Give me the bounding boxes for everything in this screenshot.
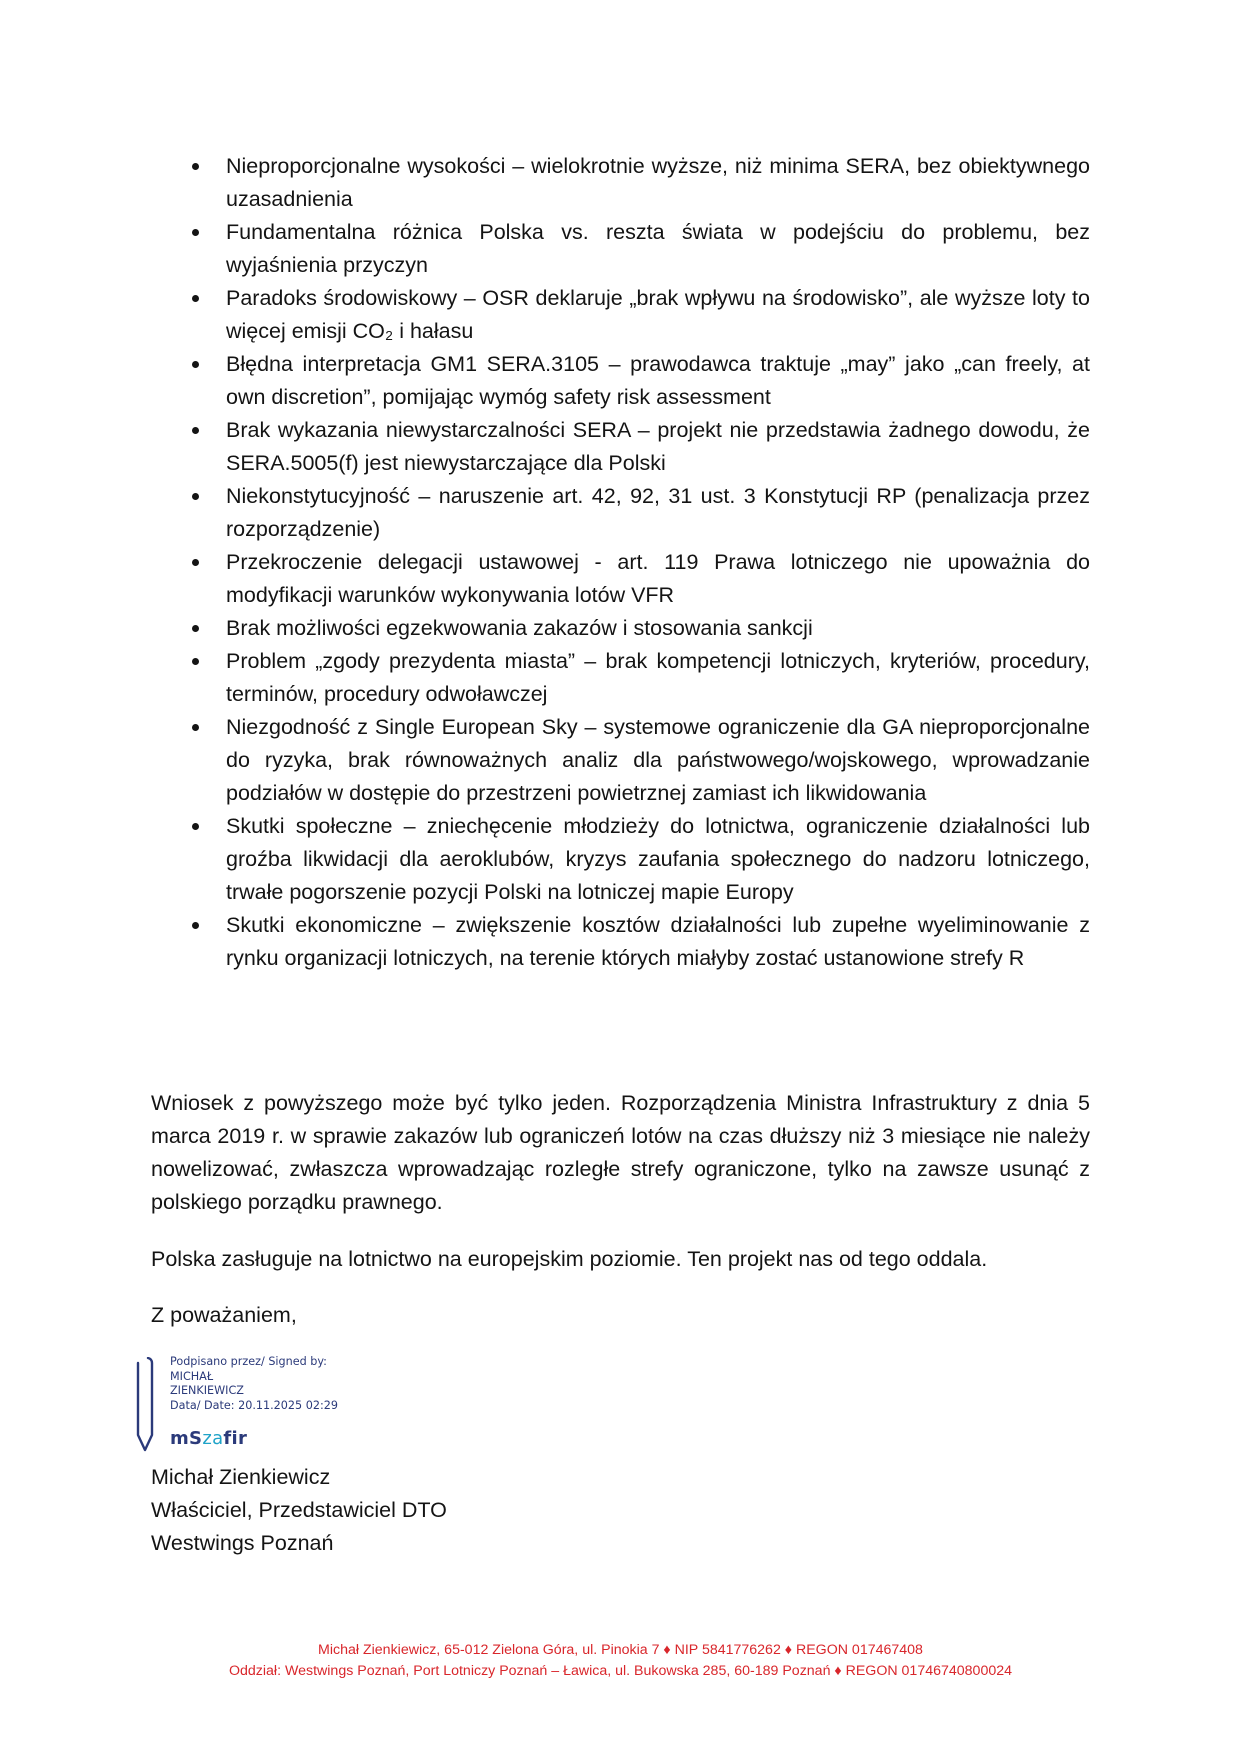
- list-item: [151, 150, 1090, 216]
- list-item-text: Brak wykazania niewystarczalności SERA – projekt nie przedstawia żadnego dowodu, że SERA.5005(f) jest niewystarczające dla Polski: [226, 418, 1090, 475]
- list-item: [151, 645, 1090, 711]
- signer-block: [151, 1461, 447, 1560]
- conclusion-paragraph: Wniosek z powyższego może być tylko jeden. Rozporządzenia Ministra Infrastruktury z dnia 5 marca 2019 r. w sprawie zakazów lub ograniczeń lotów na czas dłuższy niż 3 miesiące nie należy nowelizować, zwłaszcza wprowadzając rozległe strefy ograniczone, tylko na zawsze usunąć z polskiego porządku prawnego.: [151, 1091, 1090, 1214]
- signer-title: Właściciel, Przedstawiciel DTO: [151, 1498, 447, 1522]
- signature-details: [170, 1355, 338, 1413]
- bullet-icon: [192, 493, 199, 500]
- page-footer: [0, 1640, 1241, 1682]
- list-item-text: Skutki ekonomiczne – zwiększenie kosztów działalności lub zupełne wyeliminowanie z rynku organizacji lotniczych, na terenie których miałyby zostać ustanowione strefy R: [226, 913, 1090, 970]
- list-item: [151, 480, 1090, 546]
- mszafir-logo: [170, 1428, 247, 1449]
- bullet-list-section: [151, 150, 1090, 975]
- bullet-icon: [192, 229, 199, 236]
- list-item: [151, 546, 1090, 612]
- signature-date: Data/ Date: 20.11.2025 02:29: [170, 1398, 338, 1412]
- list-item: [151, 216, 1090, 282]
- list-item-text: Błędna interpretacja GM1 SERA.3105 – prawodawca traktuje „may” jako „can freely, at own discretion”, pomijając wymóg safety risk assessment: [226, 352, 1090, 409]
- bullet-icon: [192, 724, 199, 731]
- logo-part: za: [202, 1428, 224, 1449]
- list-item-text: Nieproporcjonalne wysokości – wielokrotnie wyższe, niż minima SERA, bez obiektywnego uzasadnienia: [226, 154, 1090, 211]
- list-item-text: Problem „zgody prezydenta miasta” – brak kompetencji lotniczych, kryteriów, procedury, terminów, procedury odwoławczej: [226, 649, 1090, 706]
- list-item-text: Skutki społeczne – zniechęcenie młodzieży do lotnictwa, ograniczenie działalności lub groźba likwidacji dla aeroklubów, kryzys zaufania społecznego do nadzoru lotniczego, trwałe pogorszenie pozycji Polski na lotniczej mapie Europy: [226, 814, 1090, 904]
- list-item: [151, 414, 1090, 480]
- bullet-icon: [192, 823, 199, 830]
- list-item-text: Brak możliwości egzekwowania zakazów i stosowania sankcji: [226, 616, 813, 640]
- list-item: [151, 282, 1090, 348]
- salutation: Z poważaniem,: [151, 1303, 297, 1327]
- pen-icon: [135, 1357, 155, 1453]
- signer-name: Michał Zienkiewicz: [151, 1465, 331, 1489]
- electronic-signature-stamp: [135, 1355, 395, 1455]
- footer-line-2: Oddział: Westwings Poznań, Port Lotniczy Poznań – Ławica, ul. Bukowska 285, 60-189 Poznań ♦ REGON 01746740800024: [228, 1663, 1013, 1679]
- list-item-text: Przekroczenie delegacji ustawowej - art. 119 Prawa lotniczego nie upoważnia do modyfikacji warunków wykonywania lotów VFR: [226, 550, 1090, 607]
- bullet-icon: [192, 625, 199, 632]
- bullet-icon: [192, 922, 199, 929]
- bullet-icon: [192, 559, 199, 566]
- bullet-icon: [192, 361, 199, 368]
- closing-statement: Polska zasługuje na lotnictwo na europejskim poziomie. Ten projekt nas od tego oddala.: [151, 1247, 988, 1271]
- list-item: [151, 810, 1090, 909]
- list-item: [151, 612, 1090, 645]
- list-item: [151, 711, 1090, 810]
- signer-company: Westwings Poznań: [151, 1531, 334, 1555]
- list-item-text: Fundamentalna różnica Polska vs. reszta świata w podejściu do problemu, bez wyjaśnienia przyczyn: [226, 220, 1090, 277]
- bullet-icon: [192, 295, 199, 302]
- list-item-text: Paradoks środowiskowy – OSR deklaruje „brak wpływu na środowisko”, ale wyższe loty to więcej emisji CO₂ i hałasu: [226, 286, 1090, 343]
- signer-first-name: MICHAŁ: [170, 1369, 214, 1383]
- bullet-list: [151, 150, 1090, 975]
- list-item-text: Niezgodność z Single European Sky – systemowe ograniczenie dla GA nieproporcjonalne do ryzyka, brak równoważnych analiz dla państwowego/wojskowego, wprowadzanie podziałów w dostępie do przestrzeni powietrznej zamiast ich likwidowania: [226, 715, 1090, 805]
- footer-line-1: Michał Zienkiewicz, 65-012 Zielona Góra, ul. Pinokia 7 ♦ NIP 5841776262 ♦ REGON 017467408: [318, 1642, 923, 1658]
- bullet-icon: [192, 658, 199, 665]
- list-item: [151, 909, 1090, 975]
- list-item-text: Niekonstytucyjność – naruszenie art. 42, 92, 31 ust. 3 Konstytucji RP (penalizacja przez rozporządzenie): [226, 484, 1090, 541]
- list-item: [151, 348, 1090, 414]
- signer-last-name: ZIENKIEWICZ: [170, 1384, 244, 1398]
- bullet-icon: [192, 163, 199, 170]
- bullet-icon: [192, 427, 199, 434]
- logo-part: mS: [170, 1428, 203, 1449]
- logo-part: fir: [223, 1428, 248, 1449]
- signed-by-label: Podpisano przez/ Signed by:: [170, 1355, 327, 1368]
